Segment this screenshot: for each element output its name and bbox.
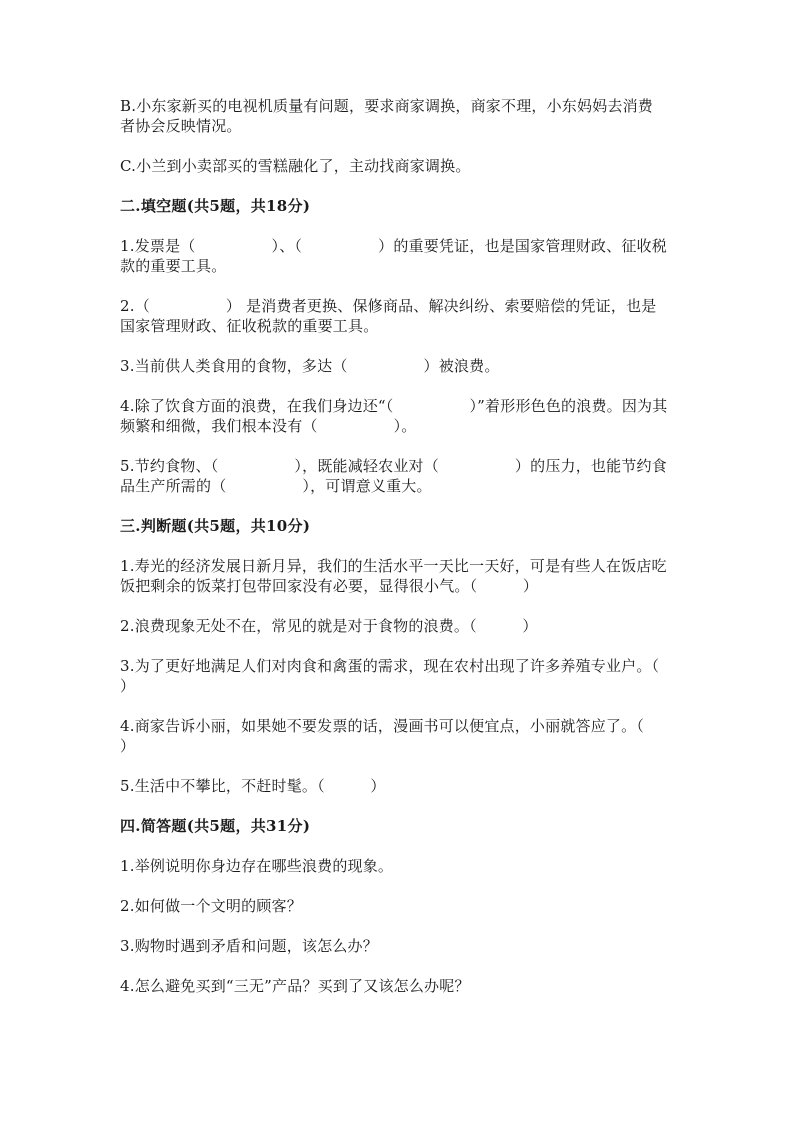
short-answer-question-1: 1.举例说明你身边存在哪些浪费的现象。 — [120, 857, 394, 875]
fill-blank-question-1: 1.发票是（ ）、（ ）的重要凭证，也是国家管理财政、征收税款的重要工具。 — [120, 237, 667, 275]
section-heading-true-false: 三.判断题(共5题，共10分) — [120, 517, 311, 535]
fill-blank-question-2: 2.（ ） 是消费者更换、保修商品、解决纠纷、索要赔偿的凭证，也是国家管理财政、征收税款的重要工具。 — [120, 297, 657, 335]
section-heading-fill-blank: 二.填空题(共5题，共18分) — [120, 197, 311, 215]
true-false-question-2: 2.浪费现象无处不在，常见的就是对于食物的浪费。（ ） — [120, 617, 538, 635]
true-false-question-5: 5.生活中不攀比，不赶时髦。（ ） — [120, 777, 386, 795]
short-answer-question-2: 2.如何做一个文明的顾客？ — [120, 897, 302, 915]
option-b: B.小东家新买的电视机质量有问题，要求商家调换，商家不理，小东妈妈去消费者协会反映情况。 — [120, 97, 653, 135]
exam-page — [120, 96, 705, 1016]
fill-blank-question-4: 4.除了饮食方面的浪费，在我们身边还“（ ）”着形形色色的浪费。因为其频繁和细微，我们根本没有（ ）。 — [120, 397, 668, 435]
short-answer-question-3: 3.购物时遇到矛盾和问题，该怎么办？ — [120, 937, 378, 955]
true-false-question-4: 4.商家告诉小丽，如果她不要发票的话，漫画书可以便宜点，小丽就答应了。（ ） — [120, 717, 690, 755]
true-false-question-3: 3.为了更好地满足人们对肉食和禽蛋的需求，现在农村出现了许多养殖专业户。（ ） — [120, 657, 705, 695]
option-c: C.小兰到小卖部买的雪糕融化了，主动找商家调换。 — [120, 157, 471, 175]
fill-blank-question-3: 3.当前供人类食用的食物，多达（ ）被浪费。 — [120, 357, 500, 375]
short-answer-question-4: 4.怎么避免买到“三无”产品？买到了又该怎么办呢？ — [120, 977, 470, 995]
fill-blank-question-5: 5.节约食物、（ ），既能减轻农业对（ ）的压力，也能节约食品生产所需的（ ），可谓意义重大。 — [120, 457, 667, 495]
true-false-question-1: 1.寿光的经济发展日新月异，我们的生活水平一天比一天好，可是有些人在饭店吃饭把剩余的饭菜打包带回家没有必要，显得很小气。（ ） — [120, 557, 667, 595]
section-heading-short-answer: 四.简答题(共5题，共31分) — [120, 817, 311, 835]
